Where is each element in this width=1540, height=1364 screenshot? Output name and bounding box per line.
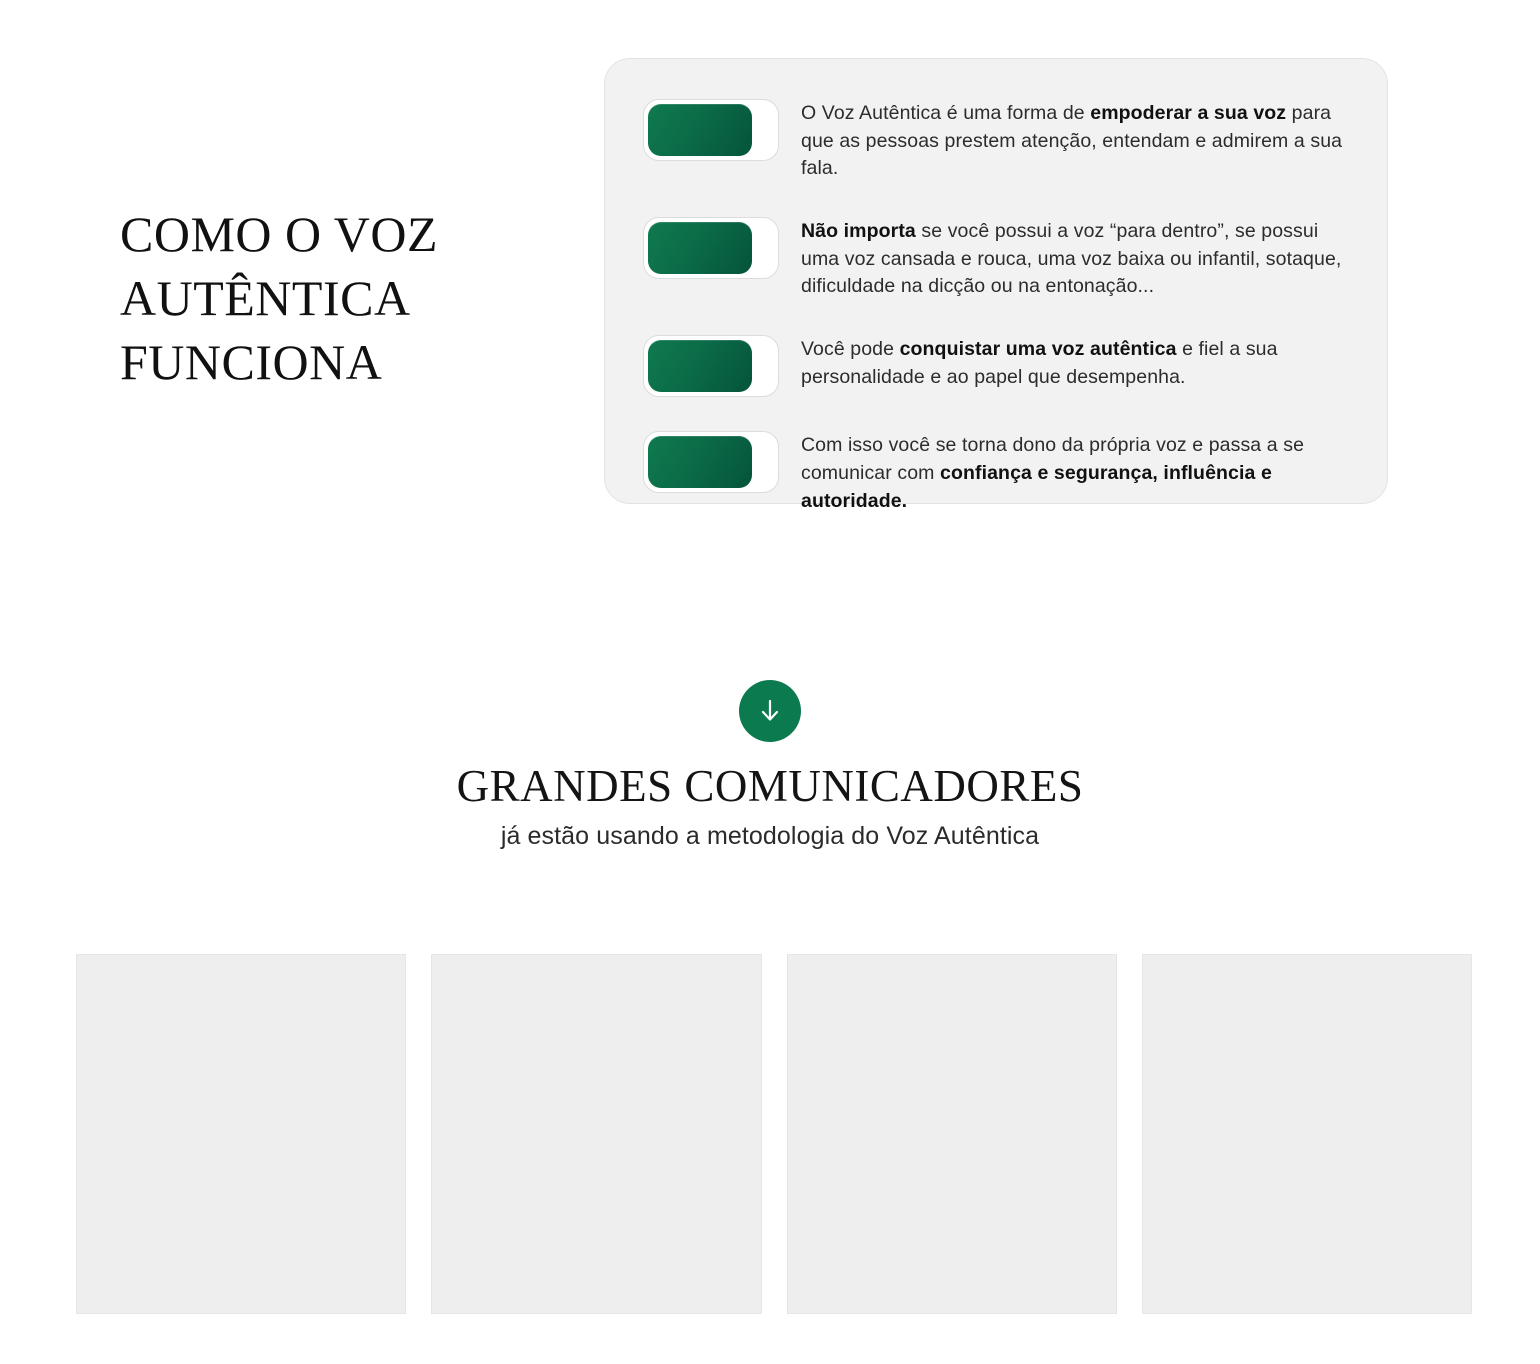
logo-card[interactable] [76,954,406,1314]
toggle-switch-3[interactable] [643,335,779,397]
feature-text-2: Não importa se você possui a voz “para dentro”, se possui uma voz cansada e rouca, uma voz baixa ou infantil, sotaque, dificuldade na dicção ou na entonação... [801,220,1342,298]
communicators-title: GRANDES COMUNICADORES [456,761,1084,811]
feature-item [643,429,1347,515]
feature-card [604,58,1388,512]
how-it-works-section [0,0,1540,560]
page-title-line-2: AUTÊNTICA [120,269,411,326]
toggle-switch-1[interactable] [643,99,779,161]
toggle-switch-2[interactable] [643,217,779,279]
feature-text-1: O Voz Autêntica é uma forma de empoderar a sua voz para que as pessoas prestem atenção, entendam e admirem a sua fala. [801,102,1343,180]
toggle-knob [648,222,752,274]
toggle-knob [648,340,752,392]
page-title [120,202,550,394]
logo-card[interactable] [431,954,761,1314]
feature-text-4: Com isso você se torna dono da própria voz e passa a se comunicar com confiança e segurança, influência e autoridade. [801,434,1305,512]
communicators-section [0,560,1540,880]
communicators-subtitle: já estão usando a metodologia do Voz Autêntica [500,822,1040,850]
feature-text-3: Você pode conquistar uma voz autêntica e fiel a sua personalidade e ao papel que desempenha. [801,338,1278,388]
page-title-line-1: COMO O VOZ [120,205,438,262]
toggle-knob [648,104,752,156]
toggle-knob [648,436,752,488]
feature-item [643,97,1347,183]
logo-cards-row [76,954,1472,1314]
page-title-line-3: FUNCIONA [120,333,383,390]
feature-item [643,215,1347,301]
logo-card[interactable] [787,954,1117,1314]
logo-card[interactable] [1142,954,1472,1314]
feature-item [643,333,1347,397]
arrow-down-icon [739,680,801,742]
toggle-switch-4[interactable] [643,431,779,493]
